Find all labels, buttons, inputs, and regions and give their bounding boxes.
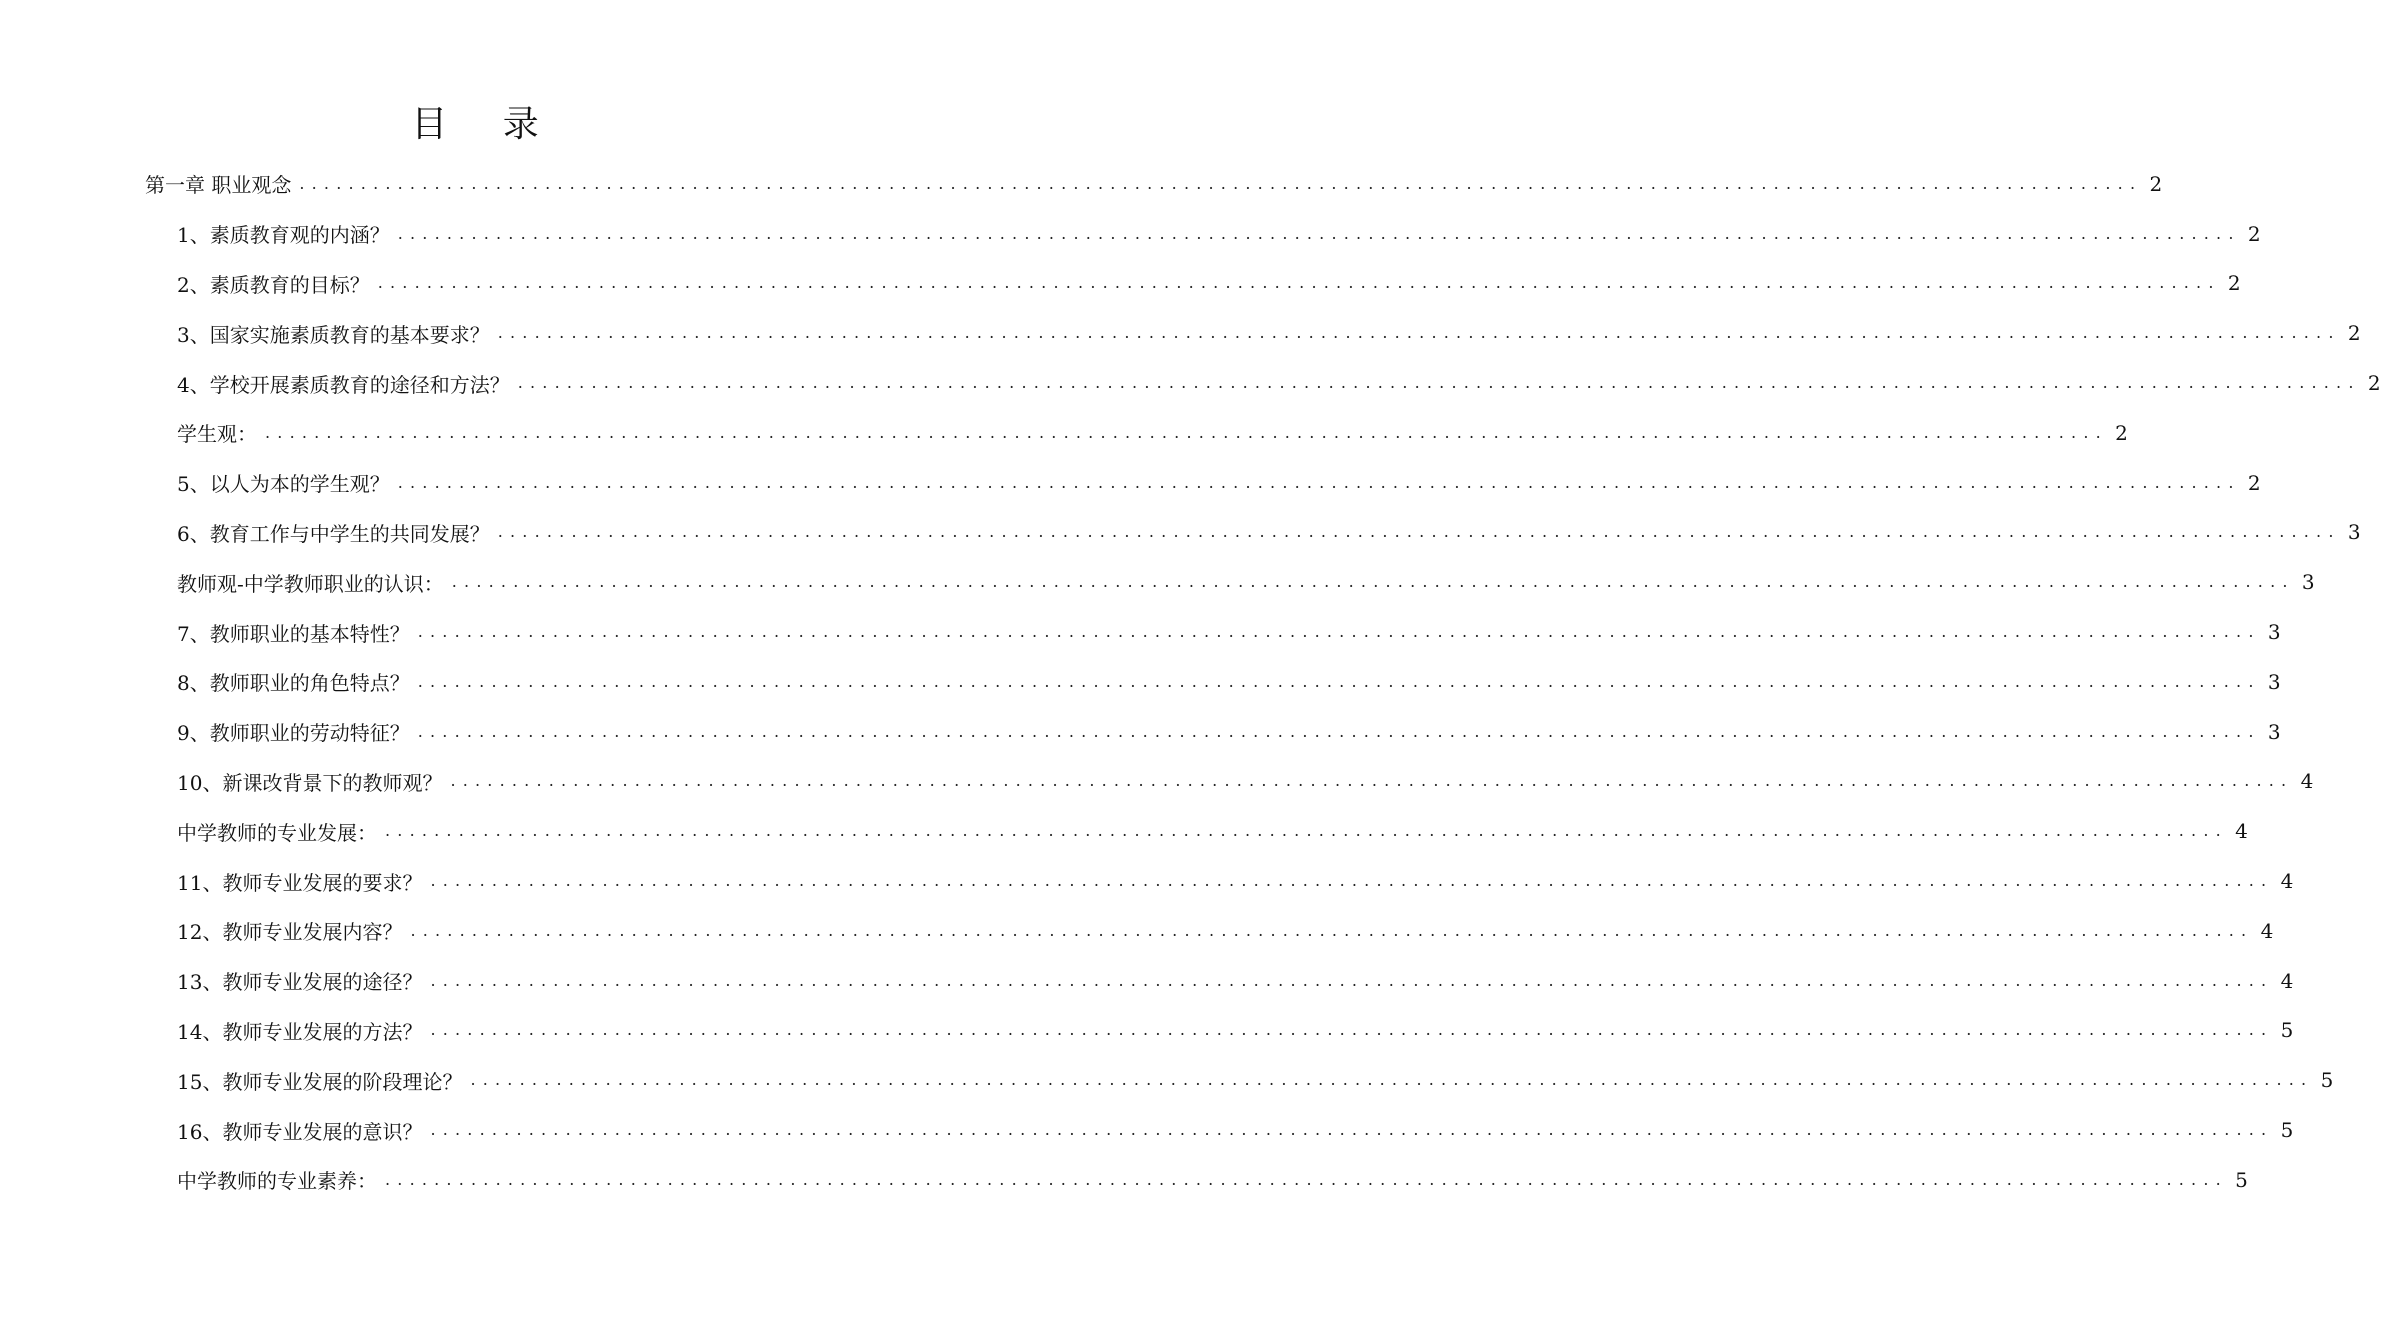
toc-entry-text: 教师职业的劳动特征？ <box>209 721 410 746</box>
toc-entry-page: 3 <box>2267 669 2281 694</box>
toc-entry-number: 12、 <box>177 920 223 945</box>
toc-entry-text: 教师专业发展的阶段理论？ <box>222 1069 463 1094</box>
toc-entry-page: 3 <box>2301 570 2315 595</box>
toc-leader-dots: ...................................................................................................................................................... <box>430 871 2274 891</box>
toc-entry[interactable] <box>0 906 2274 956</box>
toc-entry-text: 国家实施素质教育的基本要求？ <box>209 322 490 347</box>
toc-leader-dots: ...................................................................................................................................................... <box>497 323 2341 343</box>
toc-entry-text: 教师专业发展内容？ <box>222 920 403 945</box>
toc-entry[interactable] <box>0 856 2294 906</box>
toc-entry-page: 3 <box>2267 620 2281 645</box>
toc-entry-text: 教师职业的基本特性？ <box>209 621 410 646</box>
toc-entry-text: 第一章 职业观念 <box>145 173 292 198</box>
toc-entry-page: 2 <box>2247 470 2261 495</box>
toc-entry-number: 6、 <box>177 521 210 546</box>
toc-entry[interactable] <box>0 806 2248 856</box>
toc-entry-number: 3、 <box>177 322 210 347</box>
toc-entry[interactable] <box>0 1006 2294 1056</box>
toc-leader-dots: ...................................................................................................................................................... <box>470 1070 2314 1090</box>
toc-leader-dots: ...................................................................................................................................................... <box>430 1020 2274 1040</box>
toc-entry-text: 教师职业的角色特点？ <box>209 671 410 696</box>
toc-entry-text: 素质教育的目标？ <box>209 272 370 297</box>
toc-entry-text: 教师专业发展的途径？ <box>222 970 423 995</box>
toc-entry-page: 4 <box>2300 769 2314 794</box>
toc-entry-page: 2 <box>2115 420 2128 445</box>
toc-entry-text: 中学教师的专业发展： <box>177 820 377 845</box>
toc-leader-dots: ...................................................................................................................................................... <box>430 970 2274 990</box>
toc-entry-number: 8、 <box>177 671 210 696</box>
toc-entry-number: 16、 <box>177 1119 223 1144</box>
toc-entry-page: 3 <box>2267 719 2281 744</box>
toc-entry-number: 9、 <box>177 721 210 746</box>
toc-entry[interactable] <box>0 557 2315 607</box>
toc-entry-page: 4 <box>2260 918 2274 943</box>
toc-entry-page: 5 <box>2235 1167 2248 1192</box>
toc-entry-text: 以人为本的学生观？ <box>209 472 390 497</box>
toc-leader-dots: ...................................................................................................................................................... <box>385 821 2228 841</box>
toc-entry-number: 13、 <box>177 970 223 995</box>
toc-leader-dots: ...................................................................................................................................................... <box>385 1169 2228 1189</box>
toc-entry[interactable] <box>0 259 2241 309</box>
toc-entry[interactable] <box>0 956 2294 1006</box>
toc-entry[interactable] <box>0 707 2281 757</box>
toc-entry-number: 11、 <box>177 870 223 895</box>
toc-leader-dots: ...................................................................................................................................................... <box>417 671 2261 691</box>
toc-entry[interactable] <box>0 1055 2334 1105</box>
toc-entry-page: 2 <box>2149 171 2163 196</box>
toc-leader-dots: ...................................................................................................................................................... <box>417 721 2261 741</box>
toc-leader-dots: ...................................................................................................................................................... <box>265 422 2108 442</box>
toc-entry-text: 教育工作与中学生的共同发展？ <box>209 521 490 546</box>
toc-leader-dots: ...................................................................................................................................................... <box>517 373 2361 393</box>
toc-entry-text: 中学教师的专业素养： <box>177 1169 377 1194</box>
toc-entry[interactable] <box>0 657 2281 707</box>
toc-entry[interactable] <box>0 408 2128 458</box>
toc-leader-dots: ...................................................................................................................................................... <box>377 273 2221 293</box>
toc-entry-number: 14、 <box>177 1019 223 1044</box>
toc-leader-dots: ...................................................................................................................................................... <box>410 920 2254 940</box>
toc-entry-text: 素质教育观的内涵？ <box>209 223 390 248</box>
toc-entry-page: 2 <box>2347 321 2361 346</box>
toc-entry-number: 4、 <box>177 372 210 397</box>
toc-leader-dots: ...................................................................................................................................................... <box>417 622 2261 642</box>
toc-entry-page: 4 <box>2235 819 2248 844</box>
toc-entry-text: 教师专业发展的方法？ <box>222 1019 423 1044</box>
toc-entry[interactable] <box>0 1155 2248 1205</box>
toc-entry-page: 2 <box>2367 371 2381 396</box>
toc-entry[interactable] <box>0 1105 2294 1155</box>
toc-entry-page: 4 <box>2280 869 2294 894</box>
toc-entry[interactable] <box>0 209 2261 259</box>
toc-entry[interactable] <box>0 458 2261 508</box>
toc-entry[interactable] <box>0 607 2281 657</box>
toc-entry-number: 2、 <box>177 272 210 297</box>
toc-entry[interactable] <box>0 508 2361 558</box>
toc-entry-page: 4 <box>2280 968 2294 993</box>
toc-entry-number: 15、 <box>177 1069 223 1094</box>
toc-entry-number: 5、 <box>177 472 210 497</box>
toc-leader-dots: ...................................................................................................................................................... <box>451 572 2295 592</box>
toc-entry-text: 教师专业发展的要求？ <box>222 870 423 895</box>
toc-entry-number: 1、 <box>177 223 210 248</box>
toc-entry-text: 教师专业发展的意识？ <box>222 1119 423 1144</box>
toc-entry-number: 7、 <box>177 621 210 646</box>
toc-entry-page: 5 <box>2280 1118 2294 1143</box>
toc-entry[interactable] <box>0 159 2163 209</box>
toc-leader-dots: ...................................................................................................................................................... <box>430 1120 2274 1140</box>
toc-leader-dots: ...................................................................................................................................................... <box>299 173 2143 193</box>
toc-leader-dots: ...................................................................................................................................................... <box>397 472 2241 492</box>
toc-entry-text: 学校开展素质教育的途径和方法？ <box>209 372 510 397</box>
toc-entry-text: 新课改背景下的教师观？ <box>222 770 443 795</box>
toc-entry-text: 教师观-中学教师职业的认识： <box>177 571 444 596</box>
toc-entry[interactable] <box>0 358 2381 408</box>
toc-leader-dots: ...................................................................................................................................................... <box>397 223 2241 243</box>
toc-entry[interactable] <box>0 308 2361 358</box>
toc-leader-dots: ...................................................................................................................................................... <box>497 522 2341 542</box>
toc-leader-dots: ...................................................................................................................................................... <box>450 771 2294 791</box>
toc-entry-page: 5 <box>2320 1068 2334 1093</box>
toc-entry-page: 3 <box>2347 520 2361 545</box>
toc-entry-page: 2 <box>2247 221 2261 246</box>
toc-entry-page: 2 <box>2227 271 2241 296</box>
toc-title: 目 录 <box>411 104 561 145</box>
toc-entry-text: 学生观： <box>177 422 257 447</box>
toc-list <box>0 159 2381 1205</box>
toc-entry-number: 10、 <box>177 770 223 795</box>
toc-entry-page: 5 <box>2280 1018 2294 1043</box>
toc-entry[interactable] <box>0 757 2314 807</box>
